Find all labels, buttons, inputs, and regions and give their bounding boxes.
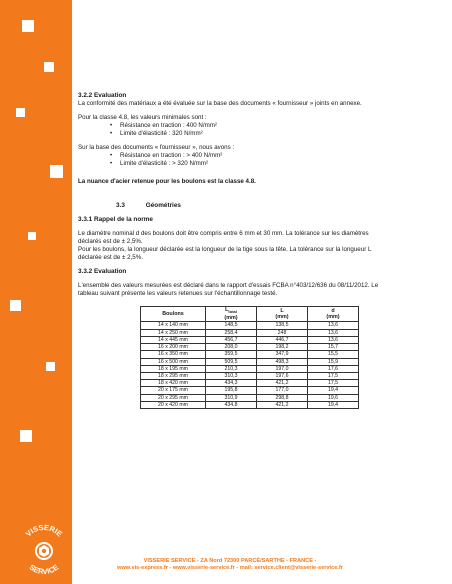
table-cell: 347,9 (257, 351, 308, 358)
table-cell: 19,4 (308, 401, 359, 408)
orange-side-band (0, 0, 72, 584)
table-cell: 17,6 (308, 365, 359, 372)
logo-top-text: VISSERIE (23, 522, 65, 539)
table-cell: 197,6 (257, 372, 308, 379)
paragraph: Le diamètre nominal d des boulons doit être compris entre 6 mm et 30 mm. La tolérance sur les diamètres déclarés est de ± 2,5%. (78, 230, 369, 245)
decor-square (44, 62, 54, 72)
table-cell: 18 x 420 mm (141, 380, 206, 387)
conclusion-text: La nuance d'acier retenue pour les boulons est la classe 4.8. (78, 178, 256, 185)
table-cell: 434,3 (206, 380, 257, 387)
table-cell: 13,6 (308, 336, 359, 343)
paragraph: Pour la classe 4.8, les valeurs minimales sont : (78, 114, 207, 121)
table-cell: 195,8 (206, 387, 257, 394)
table-cell: 210,3 (206, 365, 257, 372)
visserie-service-logo (14, 520, 74, 580)
list-item: • Résistance en traction : 400 N/mm² (120, 122, 384, 130)
table-cell: 421,2 (257, 380, 308, 387)
table-cell: 15,7 (308, 344, 359, 351)
table-row (141, 336, 359, 343)
table-cell: 258,4 (206, 329, 257, 336)
paragraph: La conformité des matériaux a été évaluée sur la base des documents « fournisseur » joints en annexe. (78, 100, 362, 107)
table-cell: 14 x 140 mm (141, 322, 206, 329)
table-cell: 198,2 (257, 344, 308, 351)
list-item: • Résistance en traction : > 400 N/mm² (120, 152, 384, 160)
column-header: $L_{total}$ (mm) (206, 307, 257, 322)
table-cell: 434,8 (206, 401, 257, 408)
list-item: • Limite d'élasticité : 320 N/mm² (120, 130, 384, 138)
table-cell: 498,3 (257, 358, 308, 365)
table-cell: 177,0 (257, 387, 308, 394)
table-cell: 18 x 195 mm (141, 365, 206, 372)
table-row (141, 358, 359, 365)
table-cell: 509,5 (206, 358, 257, 365)
section-number: 3.3 (116, 202, 125, 209)
table-cell: 446,7 (257, 336, 308, 343)
table-cell: 310,3 (206, 372, 257, 379)
column-header: Boulons (141, 307, 206, 322)
svg-text:SERVICE (28, 563, 61, 577)
table-cell: 138,5 (257, 322, 308, 329)
table-cell: 456,7 (206, 336, 257, 343)
table-cell: 20 x 175 mm (141, 387, 206, 394)
table-cell: 16 x 200 mm (141, 344, 206, 351)
table-cell: 208,0 (206, 344, 257, 351)
page-footer (80, 558, 380, 572)
decor-square (22, 20, 34, 32)
table-cell: 17,5 (308, 380, 359, 387)
section-3-3-2-heading: 3.3.2 Evaluation (78, 268, 127, 275)
column-header: L (mm) (257, 307, 308, 322)
page-content (78, 92, 384, 409)
section-3-3-1-heading: 3.3.1 Rappel de la norme (78, 216, 153, 223)
table-cell: 20 x 295 mm (141, 394, 206, 401)
table-row (141, 322, 359, 329)
logo-bottom-text: SERVICE (27, 562, 61, 577)
table-cell: 13,6 (308, 322, 359, 329)
section-3-3-heading (78, 202, 384, 210)
decor-square (20, 430, 32, 442)
list-item: • Limite d'élasticité : > 320 N/mm² (120, 160, 384, 168)
table-cell: 18 x 295 mm (141, 372, 206, 379)
paragraph: L'ensemble des valeurs mesurées est déclaré dans le rapport d'essais FCBA n°403/12/636 du 08/11/2012. Le tableau suivant présente les valeurs retenues sur l'échantillonnage testé. (78, 282, 379, 297)
footer-address: VISSERIE SERVICE - ZA Nord 72300 PARCÉ/SARTHE - FRANCE - (143, 558, 317, 564)
table-row (141, 394, 359, 401)
table-cell: 197,0 (257, 365, 308, 372)
table-cell: 148,5 (206, 322, 257, 329)
table-row (141, 380, 359, 387)
table-cell: 13,6 (308, 329, 359, 336)
table-cell: 248 (257, 329, 308, 336)
table-row (141, 344, 359, 351)
table-cell: 359,5 (206, 351, 257, 358)
measurements-table (140, 306, 359, 409)
decor-square (46, 362, 55, 371)
footer-contacts: www.vis-express.fr - www.visserie-service.fr - mail: service.client@visserie-service.fr (117, 565, 343, 571)
table-row (141, 387, 359, 394)
table-cell: 15,5 (308, 351, 359, 358)
table-header-row (141, 307, 359, 322)
bullet-list (78, 122, 384, 138)
decor-square (10, 300, 21, 311)
table-cell: 310,9 (206, 394, 257, 401)
section-3-2-2-heading: 3.2.2 Evaluation (78, 92, 127, 99)
table-cell: 16 x 350 mm (141, 351, 206, 358)
table-row (141, 372, 359, 379)
section-title: Géométries (145, 202, 181, 209)
table-cell: 298,8 (257, 394, 308, 401)
svg-text:VISSERIE (24, 523, 64, 539)
table-cell: 14 x 445 mm (141, 336, 206, 343)
paragraph: Sur la base des documents « fournisseur », nous avons : (78, 144, 235, 151)
decor-square (50, 165, 63, 178)
table-row (141, 401, 359, 408)
table-cell: 14 x 250 mm (141, 329, 206, 336)
table-cell: 421,2 (257, 401, 308, 408)
table-row (141, 329, 359, 336)
decor-square (28, 232, 36, 240)
decor-square (16, 108, 25, 117)
table-cell: 15,9 (308, 358, 359, 365)
column-header: d (mm) (308, 307, 359, 322)
table-row (141, 351, 359, 358)
table-cell: 19,4 (308, 387, 359, 394)
table-cell: 16 x 500 mm (141, 358, 206, 365)
table-cell: 20 x 420 mm (141, 401, 206, 408)
bullet-list (78, 152, 384, 168)
table-cell: 19,6 (308, 394, 359, 401)
table-row (141, 365, 359, 372)
paragraph: Pour les boulons, la longueur déclarée est la longueur de la tige sous la tête. La tolérance sur la longueur L déclarée est de ± 2,5%. (78, 246, 372, 261)
table-cell: 17,5 (308, 372, 359, 379)
